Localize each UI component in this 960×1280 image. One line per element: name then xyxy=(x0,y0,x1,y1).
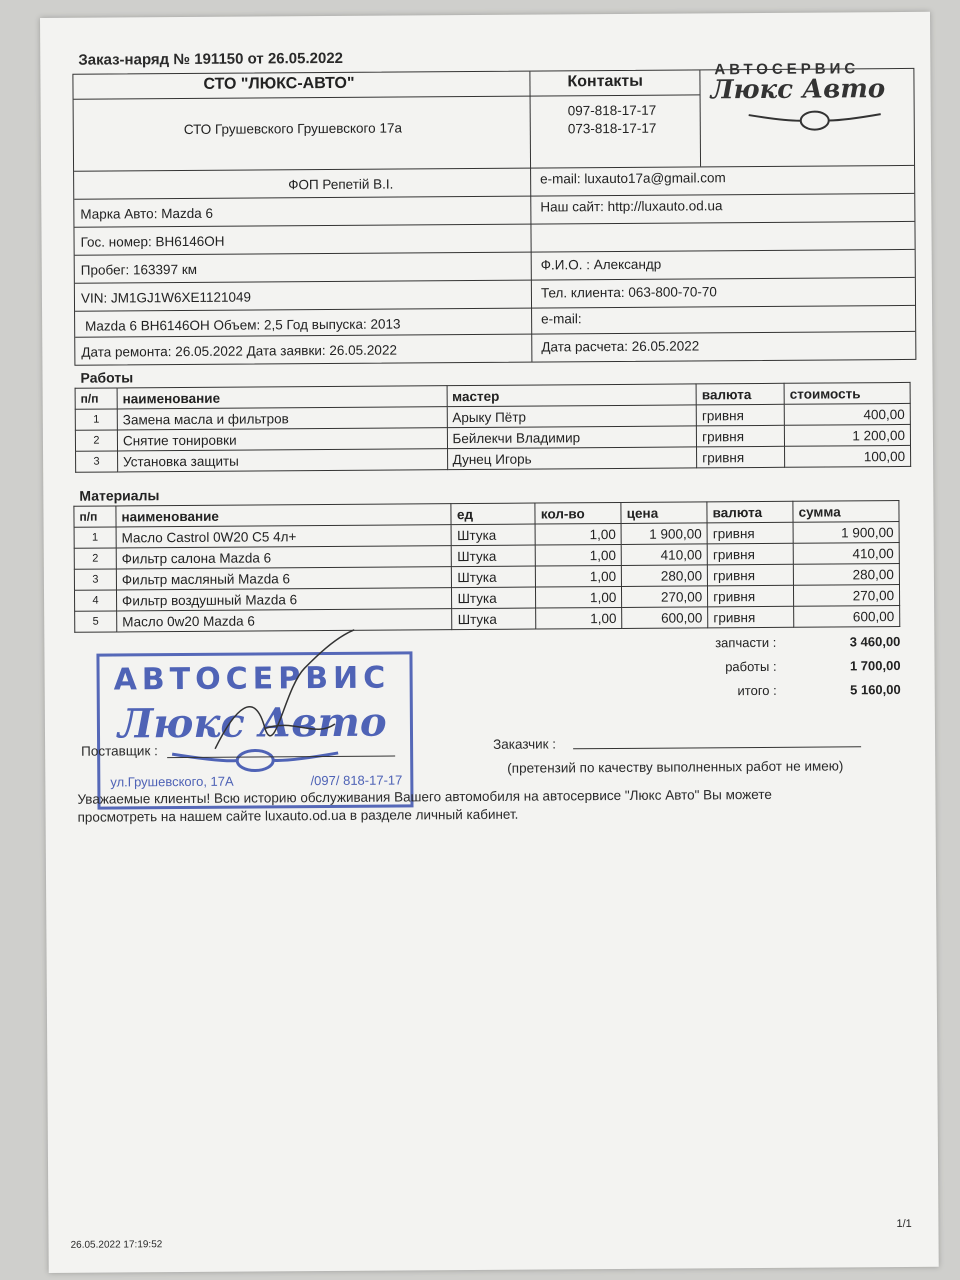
client-phone: Тел. клиента: 063-800-70-70 xyxy=(540,284,717,301)
logo-wings-icon xyxy=(745,108,885,133)
cell: Штука xyxy=(452,587,536,609)
service-site: Наш сайт: http://luxauto.od.ua xyxy=(540,198,723,215)
cell: 600,00 xyxy=(794,606,900,628)
materials-col-price: цена xyxy=(621,502,707,524)
cell: Бейлекчи Владимир xyxy=(447,426,697,449)
cell: гривня xyxy=(708,585,794,607)
cell: 1 900,00 xyxy=(621,523,707,545)
parts-total-label: запчасти : xyxy=(715,634,777,651)
service-email: e-mail: luxauto17a@gmail.com xyxy=(540,170,726,187)
works-col-name: наименование xyxy=(117,386,447,409)
cell: 1,00 xyxy=(536,565,622,587)
service-address: СТО Грушевского Грушевского 17а xyxy=(183,120,402,137)
works-col-cost: стоимость xyxy=(784,382,910,404)
cell: 100,00 xyxy=(785,445,911,467)
cell: Штука xyxy=(452,608,536,630)
cell: 410,00 xyxy=(621,544,707,566)
logo-top-text: АВТОСЕРВИС xyxy=(714,60,860,79)
cell: Масло Castrol 0W20 C5 4л+ xyxy=(116,525,452,548)
works-col-currency: валюта xyxy=(696,383,784,405)
works-title: Работы xyxy=(80,369,134,386)
calc-date: Дата расчета: 26.05.2022 xyxy=(541,338,700,355)
page-number: 1/1 xyxy=(896,1217,912,1231)
print-timestamp: 26.05.2022 17:19:52 xyxy=(70,1239,163,1251)
notice-line-1: Уважаемые клиенты! Всю историю обслуживания Вашего автомобиля на автосервисе "Люкс Авто" Вы можете xyxy=(77,786,772,807)
cell: 3 xyxy=(76,451,118,472)
materials-table xyxy=(73,500,900,633)
repair-dates: Дата ремонта: 26.05.2022 Дата заявки: 26.05.2022 xyxy=(81,342,397,360)
cell: 280,00 xyxy=(622,565,708,587)
phone-2: 073-818-17-17 xyxy=(567,120,657,137)
works-col-num: п/п xyxy=(75,388,117,409)
cell: 3 xyxy=(74,569,116,590)
cell: 600,00 xyxy=(622,607,708,629)
materials-col-num: п/п xyxy=(74,506,116,527)
vin: VIN: JM1GJ1W6XE1121049 xyxy=(80,289,252,306)
cell: 270,00 xyxy=(622,586,708,608)
cell: 2 xyxy=(74,548,116,569)
cell: 280,00 xyxy=(793,564,899,586)
cell: Масло 0w20 Mazda 6 xyxy=(117,609,453,632)
cell: Дунец Игорь xyxy=(447,447,697,470)
cell: Арыку Пётр xyxy=(447,405,697,428)
works-total-value: 1 700,00 xyxy=(849,658,901,674)
order-title: Заказ-наряд № 191150 от 26.05.2022 xyxy=(78,49,344,69)
grand-total-label: итого : xyxy=(737,682,777,699)
cell: 1 xyxy=(75,409,117,430)
materials-col-currency: валюта xyxy=(707,501,793,523)
table-row xyxy=(76,445,911,472)
client-name: Ф.И.О. : Александр xyxy=(540,256,662,273)
cell: 270,00 xyxy=(794,585,900,607)
cell: Снятие тонировки xyxy=(117,428,447,451)
client-email: e-mail: xyxy=(541,311,582,327)
cell: 1,00 xyxy=(536,607,622,629)
contacts-label: Контакты xyxy=(567,72,643,91)
cell: Фильтр масляный Mazda 6 xyxy=(116,567,452,590)
cell: 1 200,00 xyxy=(784,424,910,446)
mileage: Пробег: 163397 км xyxy=(80,261,198,278)
materials-col-qty: кол-во xyxy=(535,502,621,524)
cell: 1,00 xyxy=(536,544,622,566)
materials-title: Материалы xyxy=(79,487,160,504)
stamp-script-text: Люкс Авто xyxy=(117,698,387,748)
cell: 410,00 xyxy=(793,543,899,565)
customer-signature-line xyxy=(573,746,861,749)
fop-name: ФОП Репетій В.І. xyxy=(288,176,394,193)
cell: 400,00 xyxy=(784,403,910,425)
cell: 1,00 xyxy=(536,586,622,608)
works-col-master: мастер xyxy=(447,384,697,407)
cell: 1,00 xyxy=(535,523,621,545)
cell: 5 xyxy=(75,611,117,632)
parts-total-value: 3 460,00 xyxy=(849,634,901,650)
materials-col-sum: сумма xyxy=(793,501,899,523)
notice-line-2: просмотреть на нашем сайте luxauto.od.ua в разделе личный кабинет. xyxy=(77,806,519,825)
car-info: Mazda 6 BH6146OH Объем: 2,5 Год выпуска: 2013 xyxy=(85,316,401,334)
car-make: Марка Авто: Mazda 6 xyxy=(80,205,213,222)
cell: гривня xyxy=(707,543,793,565)
cell: Штука xyxy=(452,524,536,546)
cell: 2 xyxy=(75,430,117,451)
cell: гривня xyxy=(697,425,785,447)
cell: гривня xyxy=(707,522,793,544)
materials-col-name: наименование xyxy=(116,504,452,527)
cell: Фильтр салона Mazda 6 xyxy=(116,546,452,569)
claim-note: (претензий по качеству выполненных работ не имею) xyxy=(507,758,844,776)
cell: Штука xyxy=(452,566,536,588)
cell: Штука xyxy=(452,545,536,567)
materials-col-unit: ед xyxy=(451,503,535,525)
signature-scribble xyxy=(194,628,375,769)
company-name: СТО "ЛЮКС-АВТО" xyxy=(203,74,355,93)
works-total-label: работы : xyxy=(725,658,777,675)
cell: Замена масла и фильтров xyxy=(117,407,447,430)
works-table xyxy=(75,382,912,473)
cell: Фильтр воздушный Mazda 6 xyxy=(116,588,452,611)
stamp-top-text: АВТОСЕРВИС xyxy=(113,660,391,698)
plate-number: Гос. номер: BH6146OH xyxy=(80,233,225,250)
cell: гривня xyxy=(708,564,794,586)
cell: 1 900,00 xyxy=(793,522,899,544)
header-logo xyxy=(704,58,915,135)
cell: Установка защиты xyxy=(117,449,447,472)
cell: гривня xyxy=(697,446,785,468)
cell: 1 xyxy=(74,527,116,548)
customer-label: Заказчик : xyxy=(493,736,557,752)
order-sheet xyxy=(40,12,939,1273)
grand-total-value: 5 160,00 xyxy=(850,682,901,698)
cell: гривня xyxy=(708,606,794,628)
cell: гривня xyxy=(696,404,784,426)
cell: 4 xyxy=(74,590,116,611)
logo-script-text: Люкс Авто xyxy=(710,74,886,106)
stamp-phone: /097/ 818-17-17 xyxy=(310,772,403,789)
supplier-label: Поставщик : xyxy=(81,743,158,759)
stamp-address: ул.Грушевского, 17А xyxy=(110,773,234,790)
phone-1: 097-818-17-17 xyxy=(567,102,657,119)
